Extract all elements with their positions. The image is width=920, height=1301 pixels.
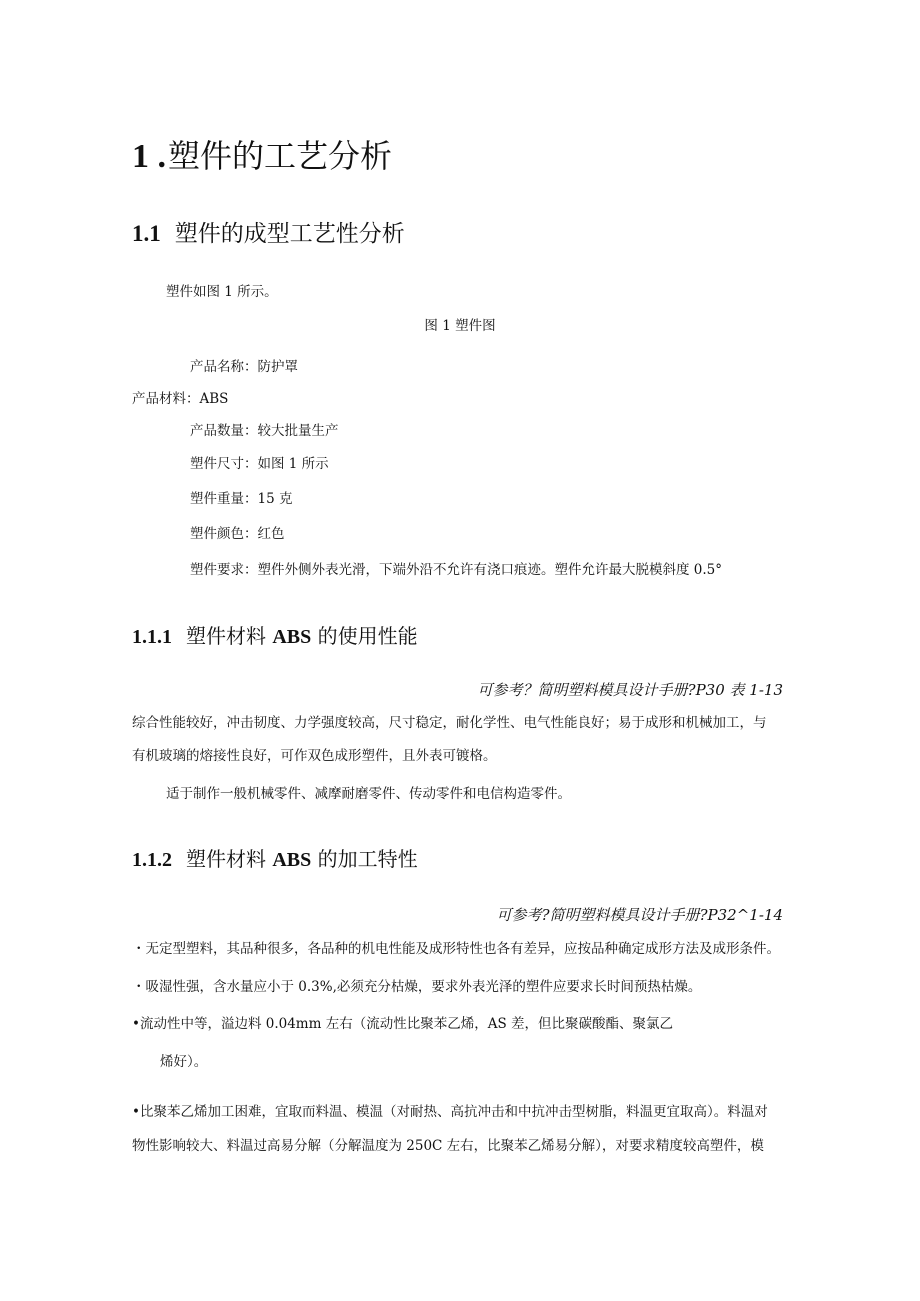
paragraph-line: 综合性能较好，冲击韧度、力学强度较高，尺寸稳定，耐化学性、电气性能良好；易于成形和机械加工，与 (132, 715, 767, 731)
bullet-item: ・吸湿性强，含水量应小于 0.3%,必须充分枯燥，要求外表光泽的塑件应要求长时间预热枯燥。 (132, 979, 702, 995)
section-number: 1.1 (132, 221, 161, 246)
spec-material: 产品材料：ABS (132, 391, 229, 407)
paragraph-line: 适于制作一般机械零件、减摩耐磨零件、传动零件和电信构造零件。 (166, 786, 571, 802)
spec-quantity: 产品数量：较大批量生产 (190, 423, 339, 439)
chapter-number: 1 . (132, 138, 166, 175)
intro-text: 塑件如图 1 所示。 (166, 284, 278, 300)
subsection-title-pre: 塑件材料 (186, 847, 273, 871)
spec-color: 塑件颜色：红色 (190, 526, 285, 542)
paragraph-line: 有机玻璃的熔接性良好，可作双色成形塑件，且外表可镀格。 (132, 748, 497, 764)
subsection-title-pre: 塑件材料 (186, 624, 273, 648)
reference-note: 可参考?简明塑料模具设计手册?P32^1-14 (496, 906, 783, 924)
bullet-item-continuation: 烯好）。 (160, 1054, 208, 1070)
subsection-heading-processing (132, 849, 418, 870)
section-title: 塑件的成型工艺性分析 (174, 221, 405, 247)
chapter-title: 塑件的工艺分析 (168, 137, 393, 175)
subsection-title-post: 的使用性能 (311, 624, 418, 648)
subsection-number: 1.1.2 (132, 849, 172, 871)
bullet-item: •流动性中等，溢边料 0.04mm 左右（流动性比聚苯乙烯，AS 差，但比聚碳酸酯、聚氯乙 (132, 1016, 673, 1032)
bullet-item-continuation: 物性影响较大、料温过高易分解（分解温度为 250C 左右，比聚苯乙烯易分解），对要求精度较高塑件，模 (132, 1138, 764, 1154)
figure-caption: 图 1 塑件图 (424, 318, 496, 334)
reference-note: 可参考？简明塑料模具设计手册?P30 表 1-13 (477, 681, 783, 699)
spec-weight: 塑件重量：15 克 (190, 491, 293, 507)
subsection-title-material: ABS (272, 849, 312, 871)
subsection-heading-usage (132, 626, 418, 647)
spec-size: 塑件尺寸：如图 1 所示 (190, 456, 329, 472)
section-heading (132, 222, 405, 246)
bullet-item: ・无定型塑料，其品种很多，各品种的机电性能及成形特性也各有差异，应按品种确定成形方法及成形条件。 (132, 941, 780, 957)
subsection-title-post: 的加工特性 (311, 847, 418, 871)
chapter-heading (132, 137, 393, 175)
spec-requirement: 塑件要求：塑件外侧外表光滑，下端外沿不允许有浇口痕迹。塑件允许最大脱模斜度 0.5° (190, 562, 723, 578)
subsection-number: 1.1.1 (132, 626, 172, 648)
subsection-title-material: ABS (272, 626, 312, 648)
bullet-item: •比聚苯乙烯加工困难，宜取而料温、模温（对耐热、高抗冲击和中抗冲击型树脂，料温更宜取高）。料温对 (132, 1104, 768, 1120)
spec-name: 产品名称：防护罩 (190, 359, 298, 375)
